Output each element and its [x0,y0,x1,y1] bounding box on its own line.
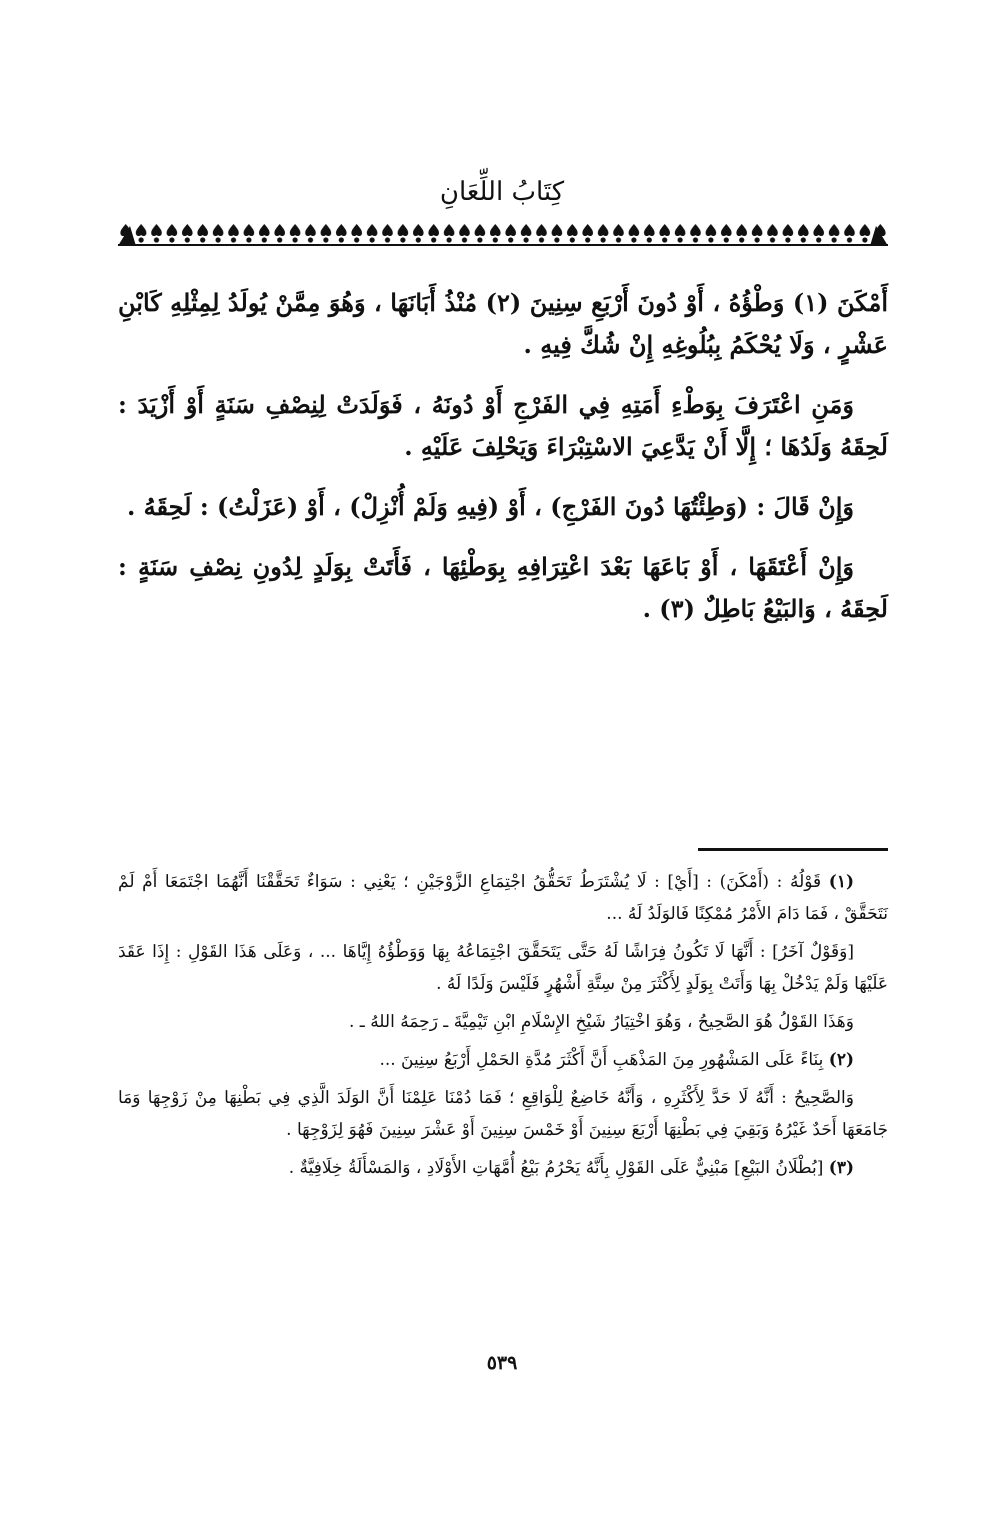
footnote-number: (٣) [828,1158,854,1178]
footnote [118,1082,888,1146]
paragraph: وَإِنْ أَعْتَقَهَا ، أَوْ بَاعَهَا بَعْدَ اعْتِرَافِهِ بِوَطْئِهَا ، فَأَتَتْ بِوَلَدٍ لِدُونِ نِصْفِ سَنَةٍ : لَحِقَهُ ، وَالبَيْعُ بَاطِلٌ (٣) . [118,552,888,623]
footnote [118,1044,888,1076]
page-number: ٥٣٩ [486,1352,518,1374]
footnote-text: [وَقَوْلٌ آخَرُ] : أَنَّهَا لَا تَكُونُ فِرَاشًا لَهُ حَتَّى يَتَحَقَّقَ اجْتِمَاعُهُ بِهَا وَوَطْؤُهُ إِيَّاهَا ... ، وَعَلَى هَذَا القَوْلِ : إِذَا عَقَدَ عَلَيْهَا وَلَمْ يَدْخُلْ بِهَا وَأَتَتْ بِوَلَدٍ لِأَكْثَرَ مِنْ سِتَّةِ أَشْهُرٍ فَلَيْسَ وَلَدًا لَهُ . [118,942,888,994]
footnotes [118,866,888,1190]
footnote [118,866,888,930]
footnote-text: وَالصَّحِيحُ : أَنَّهُ لَا حَدَّ لِأَكْثَرِهِ ، وَأَنَّهُ خَاضِعٌ لِلْوَاقِعِ ؛ فَمَا دُمْنَا عَلِمْنَا أَنَّ الوَلَدَ الَّذِي فِي بَطْنِهَا مِنْ زَوْجِهَا وَمَا جَامَعَهَا أَحَدٌ غَيْرُهُ وَبَقِيَ فِي بَطْنِهَا أَرْبَعَ سِنِينَ أَوْ خَمْسَ سِنِينَ أَوْ عَشْرَ سِنِينَ فَهُوَ لِزَوْجِهَا . [118,1088,888,1140]
paragraph: وَإِنْ قَالَ : (وَطِئْتُهَا دُونَ الفَرْجِ) ، أَوْ (فِيهِ وَلَمْ أُنْزِلْ) ، أَوْ (عَزَلْتُ) : لَحِقَهُ . [126,492,854,521]
footnote-text: قَوْلُهُ : (أَمْكَنَ) : [أَيْ] : لَا يُشْتَرَطُ تَحَقُّقُ اجْتِمَاعِ الزَّوْجَيْنِ ؛ يَعْنِي : سَوَاءٌ تَحَقَّقْنَا أَنَّهُمَا اجْتَمَعَا أَمْ لَمْ نَتَحَقَّقْ ، فَمَا دَامَ الأَمْرُ مُمْكِنًا فَالوَلَدُ لَهُ ... [118,872,888,924]
chapter-title: كِتَابُ اللِّعَانِ [439,177,565,207]
ornament-divider [118,222,888,248]
footnote [118,936,888,1000]
main-text [118,282,888,648]
footnote-separator [698,848,888,851]
footnote-text: [بُطْلَانُ البَيْعِ] مَبْنِيٌّ عَلَى القَوْلِ بِأَنَّهُ يَحْرُمُ بَيْعُ أُمَّهَاتِ الأَوْلَادِ ، وَالمَسْأَلَةُ خِلَافِيَّةٌ . [288,1158,824,1178]
footnote [118,1006,888,1038]
footnote-number: (١) [828,872,854,892]
footnote-text: وَهَذَا القَوْلُ هُوَ الصَّحِيحُ ، وَهُوَ اخْتِيَارُ شَيْخِ الإِسْلَامِ ابْنِ تَيْمِيَّةَ ـ رَحِمَهُ اللهُ ـ . [349,1012,854,1032]
footnote-text: بِنَاءً عَلَى المَشْهُورِ مِنَ المَذْهَبِ أَنَّ أَكْثَرَ مُدَّةِ الحَمْلِ أَرْبَعُ سِنِينَ ... [379,1050,824,1070]
paragraph: أَمْكَنَ (١) وَطْؤُهُ ، أَوْ دُونَ أَرْبَعِ سِنِينَ (٢) مُنْذُ أَبَانَهَا ، وَهُوَ مِمَّنْ يُولَدُ لِمِثْلِهِ كَابْنِ عَشْرٍ ، وَلَا يُحْكَمُ بِبُلُوغِهِ إِنْ شُكَّ فِيهِ . [118,288,889,359]
footnote [118,1152,888,1184]
paragraph: وَمَنِ اعْتَرَفَ بِوَطْءِ أَمَتِهِ فِي الفَرْجِ أَوْ دُونَهُ ، فَوَلَدَتْ لِنِصْفِ سَنَةٍ أَوْ أَزْيَدَ : لَحِقَهُ وَلَدُهَا ؛ إِلَّا أَنْ يَدَّعِيَ الاسْتِبْرَاءَ وَيَحْلِفَ عَلَيْهِ . [118,390,888,461]
footnote-number: (٢) [828,1050,854,1070]
